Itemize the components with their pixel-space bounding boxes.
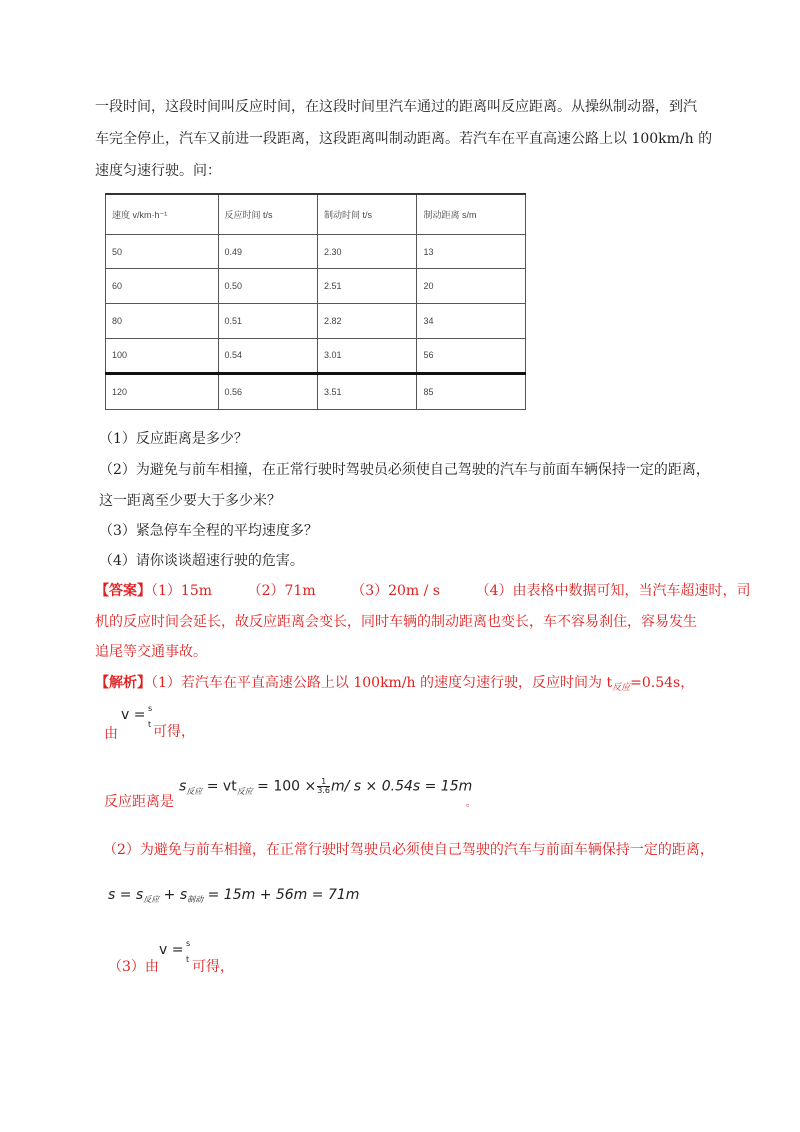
subscript: 反应 — [143, 895, 160, 904]
table-cell: 0.51 — [218, 304, 317, 339]
formula-text: s = s — [108, 887, 144, 903]
period-mark: 。 — [466, 798, 476, 809]
table-cell: 0.49 — [218, 234, 317, 269]
fraction — [317, 778, 330, 795]
intro-line-2: 车完全停止，汽车又前进一段距离，这段距离叫制动距离。若汽车在平直高速公路上以 100km/h 的 — [95, 131, 713, 147]
intro-line-1: 一段时间，这段时间叫反应时间，在这段时间里汽车通过的距离叫反应距离。从操纵制动器，到汽 — [95, 99, 697, 115]
analysis-line-2: （2）为避免与前车相撞，在正常行驶时驾驶员必须使自己驾驶的汽车与前面车辆保持一定的距离， — [103, 842, 714, 858]
table-row — [106, 374, 526, 410]
formula-text: v = — [121, 707, 146, 723]
table-header-cell: 反应时间 t/s — [218, 194, 317, 234]
table-cell: 0.54 — [218, 338, 317, 374]
fraction-numerator: s — [148, 704, 153, 713]
subscript: 制动 — [187, 895, 204, 904]
fraction-denominator: t — [148, 720, 152, 729]
fraction-denominator: t — [186, 955, 190, 964]
analysis-kede-1: 可得， — [153, 724, 195, 740]
table-cell: 2.51 — [318, 269, 417, 304]
table-row — [106, 338, 526, 374]
table-cell: 0.50 — [218, 269, 317, 304]
subscript: 反应 — [612, 683, 631, 693]
table-header-cell: 制动时间 t/s — [318, 194, 417, 234]
velocity-formula-1 — [121, 707, 145, 723]
table-cell: 60 — [106, 269, 219, 304]
table-header-row — [106, 194, 526, 234]
fraction-numerator: 1 — [317, 778, 330, 787]
table-header-cell: 速度 v/km·h⁻¹ — [106, 194, 219, 234]
table-cell: 80 — [106, 304, 219, 339]
reaction-distance-formula — [179, 778, 472, 795]
question-2-line-2: 这一距离至少要大于多少米？ — [99, 493, 281, 509]
answer-tag: 【答案】 — [95, 583, 151, 599]
table-cell: 3.51 — [318, 374, 417, 410]
analysis-you-3: （3）由 — [108, 959, 159, 975]
subscript: 反应 — [186, 786, 203, 796]
question-4: （4）请你谈谈超速行驶的危害。 — [99, 553, 304, 569]
table-cell: 56 — [417, 338, 526, 374]
table-cell: 3.01 — [318, 338, 417, 374]
analysis-you-1: 由 — [104, 726, 118, 742]
formula-text: = vt — [202, 778, 237, 795]
formula-text: = 100 × — [252, 778, 317, 795]
table-cell: 85 — [417, 374, 526, 410]
question-1: （1）反应距离是多少？ — [99, 431, 248, 447]
table-cell: 20 — [417, 269, 526, 304]
table-cell: 50 — [106, 234, 219, 269]
answer-line-1 — [95, 581, 751, 601]
formula-text: m/ s × 0.54s = 15m — [330, 778, 473, 795]
table-row — [106, 304, 526, 339]
question-3: （3）紧急停车全程的平均速度多？ — [99, 523, 318, 539]
fraction-denominator: 3.6 — [317, 786, 330, 795]
table-row — [106, 234, 526, 269]
question-2-line-1: （2）为避免与前车相撞，在正常行驶时驾驶员必须使自己驾驶的汽车与前面车辆保持一定的距离， — [99, 462, 710, 478]
formula-text: + s — [159, 887, 188, 903]
total-distance-formula — [108, 887, 359, 903]
fraction-numerator: s — [186, 939, 191, 948]
formula-text: s — [179, 778, 187, 795]
formula-text: v = — [159, 942, 184, 958]
table-cell: 34 — [417, 304, 526, 339]
speed-data-table — [105, 193, 526, 410]
table-cell: 2.82 — [318, 304, 417, 339]
analysis-text: =0.54s， — [630, 675, 695, 691]
table-cell: 2.30 — [318, 234, 417, 269]
table-header-cell: 制动距离 s/m — [417, 194, 526, 234]
intro-line-3: 速度匀速行驶。问： — [95, 163, 221, 179]
velocity-formula-3 — [159, 942, 183, 958]
table-cell: 120 — [106, 374, 219, 410]
analysis-text: （1）若汽车在平直高速公路上以 100km/h 的速度匀速行驶，反应时间为 t — [151, 675, 613, 691]
analysis-tag: 【解析】 — [95, 675, 151, 691]
reaction-distance-label: 反应距离是 — [104, 794, 174, 810]
table-cell: 13 — [417, 234, 526, 269]
table-row — [106, 269, 526, 304]
answer-line-2: 机的反应时间会延长，故反应距离会变长，同时车辆的制动距离也变长，车不容易刹住，容易发生 — [95, 614, 697, 630]
answer-text: （1）15m （2）71m （3）20m / s （4）由表格中数据可知，当汽车超速时，司 — [151, 583, 751, 599]
formula-text: = 15m + 56m = 71m — [203, 887, 360, 903]
analysis-line-1 — [95, 673, 694, 695]
analysis-kede-3: 可得， — [192, 959, 234, 975]
answer-line-3: 追尾等交通事故。 — [95, 644, 207, 660]
table-cell: 0.56 — [218, 374, 317, 410]
subscript: 反应 — [236, 786, 253, 796]
table-cell: 100 — [106, 338, 219, 374]
